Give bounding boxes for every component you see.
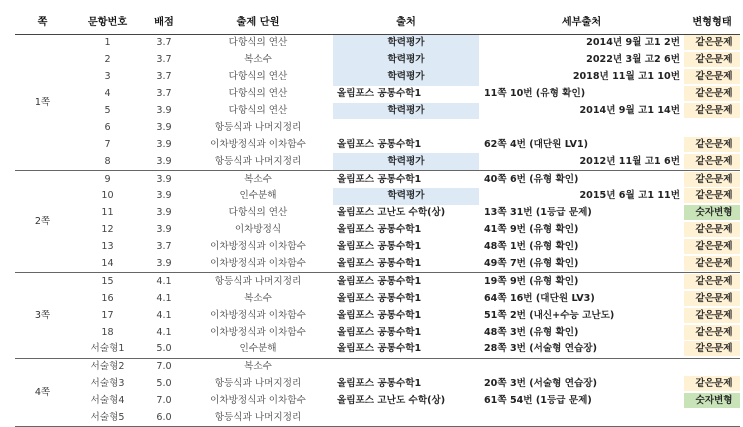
table-row [15, 239, 740, 256]
table-row [15, 136, 740, 153]
question-number: 서술형2 [90, 361, 125, 373]
question-number: 7 [104, 138, 111, 150]
header-num: 문항번호 [70, 12, 145, 35]
question-points: 3.9 [145, 153, 183, 170]
question-unit: 인수분해 [239, 190, 277, 202]
question-type-cell [684, 324, 740, 341]
question-points: 3.7 [156, 54, 172, 66]
question-type-cell [684, 52, 740, 69]
question-unit: 다항식의 연산 [228, 37, 288, 49]
question-detail: 2012년 11월 고1 6번 [479, 153, 684, 170]
question-source: 올림포스 공통수학1 [337, 275, 422, 287]
table-row [15, 188, 740, 205]
question-type-cell [684, 69, 740, 86]
variation-type-badge: 같은문제 [684, 103, 740, 118]
variation-type-badge: 같은문제 [684, 239, 740, 254]
question-detail: 19쪽 9번 (유형 확인) [484, 275, 579, 287]
question-detail: 48쪽 3번 (유형 확인) [484, 326, 579, 338]
question-source: 올림포스 고난도 수학(상) [337, 395, 446, 407]
question-type-cell [684, 376, 740, 393]
question-detail: 11쪽 10번 (유형 확인) [484, 88, 586, 100]
question-source: 학력평가 [333, 153, 479, 170]
question-unit: 이차방정식과 이차함수 [210, 138, 306, 150]
table-row [15, 69, 740, 86]
question-unit: 이차방정식과 이차함수 [210, 395, 306, 407]
question-number: 14 [70, 256, 145, 273]
question-number: 서술형4 [90, 395, 125, 407]
page-label: 3쪽 [15, 273, 70, 358]
question-detail: 40쪽 6번 (유형 확인) [484, 173, 579, 185]
question-number: 18 [101, 326, 114, 338]
question-type-cell [684, 358, 740, 375]
question-unit: 항등식과 나머지정리 [183, 410, 333, 427]
table-row [15, 52, 740, 69]
question-detail [479, 358, 684, 375]
question-unit: 항등식과 나머지정리 [214, 121, 302, 133]
variation-type-badge: 같은문제 [684, 154, 740, 169]
question-type-cell [684, 103, 740, 120]
question-unit: 이차방정식과 이차함수 [210, 241, 306, 253]
variation-type-badge: 같은문제 [684, 308, 740, 323]
question-detail: 51쪽 2번 (내신+수능 고난도) [484, 309, 615, 321]
question-type-cell [684, 205, 740, 222]
question-number: 10 [101, 190, 114, 202]
question-source: 학력평가 [333, 69, 479, 86]
question-type-cell [684, 86, 740, 103]
question-number: 13 [101, 241, 114, 253]
question-type-cell [684, 171, 740, 188]
question-source [333, 410, 479, 427]
question-points: 3.7 [156, 241, 172, 253]
table-row [15, 103, 740, 120]
variation-type-badge: 같은문제 [684, 35, 740, 50]
question-number: 1 [104, 37, 111, 49]
table-row [15, 86, 740, 103]
variation-type-badge: 같은문제 [684, 222, 740, 237]
question-points: 3.9 [156, 105, 172, 116]
question-number: 15 [101, 275, 114, 287]
question-source [333, 358, 479, 375]
question-number: 5 [104, 105, 111, 116]
question-number: 서술형1 [70, 341, 145, 358]
question-source: 학력평가 [333, 188, 479, 205]
question-source: 올림포스 공통수학1 [333, 256, 479, 273]
variation-type-badge: 같은문제 [684, 188, 740, 203]
variation-type-badge: 같은문제 [684, 256, 740, 271]
question-detail: 13쪽 31번 (1등급 문제) [484, 207, 592, 219]
question-points: 5.0 [145, 341, 183, 358]
question-unit: 다항식의 연산 [228, 105, 288, 116]
question-type-cell [684, 35, 740, 52]
question-detail [479, 410, 684, 427]
question-detail: 2014년 9월 고1 14번 [579, 105, 680, 116]
question-unit: 다항식의 연산 [228, 207, 288, 219]
question-points: 3.9 [156, 138, 172, 150]
question-detail: 48쪽 1번 (유형 확인) [484, 241, 579, 253]
question-source: 학력평가 [333, 35, 479, 52]
question-number: 6 [104, 121, 111, 133]
question-detail: 61쪽 54번 (1등급 문제) [484, 395, 592, 407]
question-unit: 항등식과 나머지정리 [214, 275, 302, 287]
question-number: 3 [104, 71, 111, 83]
question-detail: 41쪽 9번 (유형 확인) [484, 224, 579, 236]
table-row [15, 205, 740, 222]
question-unit: 이차방정식과 이차함수 [183, 256, 333, 273]
variation-type-badge: 숫자변형 [684, 205, 740, 220]
question-points: 3.9 [156, 173, 172, 185]
question-points: 3.7 [156, 88, 172, 100]
page-label: 4쪽 [15, 358, 70, 427]
question-type-cell [684, 222, 740, 239]
question-detail: 62쪽 4번 (대단원 LV1) [484, 138, 589, 150]
question-unit: 이차방정식과 이차함수 [210, 309, 306, 321]
question-unit: 복소수 [244, 54, 272, 66]
question-type-cell [684, 256, 740, 273]
question-unit: 인수분해 [183, 341, 333, 358]
header-type: 변형형태 [684, 12, 740, 35]
question-unit: 복소수 [244, 173, 272, 185]
question-type-cell [684, 119, 740, 136]
question-points: 3.7 [156, 71, 172, 83]
question-unit: 복소수 [244, 292, 272, 304]
question-type-cell [684, 188, 740, 205]
question-points: 3.9 [156, 224, 172, 236]
question-source: 학력평가 [333, 52, 479, 69]
question-number: 16 [101, 292, 114, 304]
question-number: 17 [101, 309, 114, 321]
question-detail: 49쪽 7번 (유형 확인) [479, 256, 684, 273]
table-row [15, 35, 740, 52]
question-points: 4.1 [156, 309, 172, 321]
variation-type-badge: 같은문제 [684, 291, 740, 306]
question-points: 3.9 [156, 190, 172, 202]
question-type-cell [684, 307, 740, 324]
question-type-cell [684, 153, 740, 170]
header-detail: 세부출처 [479, 12, 684, 35]
question-points: 3.9 [145, 256, 183, 273]
question-detail: 2022년 3월 고2 6번 [586, 54, 680, 66]
question-points: 3.7 [156, 37, 172, 49]
question-points: 4.1 [156, 292, 172, 304]
table-row [15, 171, 740, 188]
variation-type-badge: 숫자변형 [684, 393, 740, 408]
question-number: 4 [104, 88, 111, 100]
question-detail: 2014년 9월 고1 2번 [586, 37, 680, 49]
question-source: 올림포스 공통수학1 [337, 292, 422, 304]
question-number: 서술형3 [90, 378, 125, 390]
question-unit: 이차방정식과 이차함수 [210, 326, 306, 338]
question-detail: 2018년 11월 고1 10번 [572, 71, 680, 83]
question-source: 올림포스 공통수학1 [337, 224, 422, 236]
variation-type-badge: 같은문제 [684, 137, 740, 152]
table-row [15, 376, 740, 393]
table-row [15, 256, 740, 273]
question-type-cell [684, 341, 740, 358]
question-unit: 다항식의 연산 [228, 71, 288, 83]
question-number: 12 [101, 224, 114, 236]
question-unit: 다항식의 연산 [228, 88, 288, 100]
variation-type-badge: 같은문제 [684, 341, 740, 356]
page-label: 2쪽 [15, 171, 70, 273]
question-source: 올림포스 공통수학1 [337, 241, 422, 253]
table-row [15, 290, 740, 307]
question-source: 올림포스 공통수학1 [337, 173, 422, 185]
table-row [15, 153, 740, 170]
question-points: 3.9 [156, 207, 172, 219]
question-detail [479, 119, 684, 136]
question-source: 올림포스 공통수학1 [337, 326, 422, 338]
variation-type-badge: 같은문제 [684, 274, 740, 289]
question-source: 올림포스 공통수학1 [337, 378, 422, 390]
question-detail: 20쪽 3번 (서술형 연습장) [484, 378, 597, 390]
question-type-cell [684, 136, 740, 153]
header-points: 배점 [145, 12, 183, 35]
question-type-cell [684, 239, 740, 256]
question-points: 7.0 [156, 395, 172, 407]
page-label: 1쪽 [15, 35, 70, 171]
question-detail: 64쪽 16번 (대단원 LV3) [484, 292, 595, 304]
question-unit: 이차방정식 [234, 224, 282, 236]
question-source: 올림포스 공통수학1 [337, 88, 422, 100]
question-detail: 2015년 6월 고1 11번 [579, 190, 680, 202]
variation-type-badge: 같은문제 [684, 86, 740, 101]
variation-type-badge: 같은문제 [684, 52, 740, 67]
question-points: 5.0 [156, 378, 172, 390]
variation-type-badge: 같은문제 [684, 325, 740, 340]
table-row [15, 341, 740, 358]
question-source: 올림포스 공통수학1 [337, 138, 422, 150]
question-number: 9 [104, 173, 111, 185]
table-body [15, 35, 740, 427]
question-unit: 항등식과 나머지정리 [183, 153, 333, 170]
table-row [15, 410, 740, 427]
table-row [15, 324, 740, 341]
question-source [333, 119, 479, 136]
question-source: 올림포스 고난도 수학(상) [337, 207, 446, 219]
question-points: 6.0 [145, 410, 183, 427]
table-row [15, 358, 740, 375]
question-number: 서술형5 [70, 410, 145, 427]
question-type-cell [684, 290, 740, 307]
question-type-cell [684, 393, 740, 410]
question-number: 8 [70, 153, 145, 170]
variation-type-badge: 같은문제 [684, 172, 740, 187]
table-row [15, 307, 740, 324]
exam-source-table [15, 12, 740, 427]
table-header [15, 12, 740, 35]
question-source: 올림포스 공통수학1 [333, 341, 479, 358]
question-points: 4.1 [156, 326, 172, 338]
question-type-cell [684, 273, 740, 290]
table-row [15, 222, 740, 239]
question-source: 올림포스 공통수학1 [337, 309, 422, 321]
question-points: 7.0 [156, 361, 172, 373]
question-detail: 28쪽 3번 (서술형 연습장) [479, 341, 684, 358]
variation-type-badge: 같은문제 [684, 69, 740, 84]
question-source: 학력평가 [333, 103, 479, 120]
table-row [15, 393, 740, 410]
header-unit: 출제 단원 [183, 12, 333, 35]
question-number: 11 [101, 207, 114, 219]
question-points: 4.1 [156, 275, 172, 287]
variation-type-badge: 같은문제 [684, 376, 740, 391]
question-unit: 항등식과 나머지정리 [214, 378, 302, 390]
table-row [15, 273, 740, 290]
question-unit: 복소수 [244, 361, 272, 373]
question-number: 2 [104, 54, 111, 66]
question-points: 3.9 [156, 121, 172, 133]
header-source: 출처 [333, 12, 479, 35]
question-type-cell [684, 410, 740, 427]
table-row [15, 119, 740, 136]
header-page: 쪽 [15, 12, 70, 35]
